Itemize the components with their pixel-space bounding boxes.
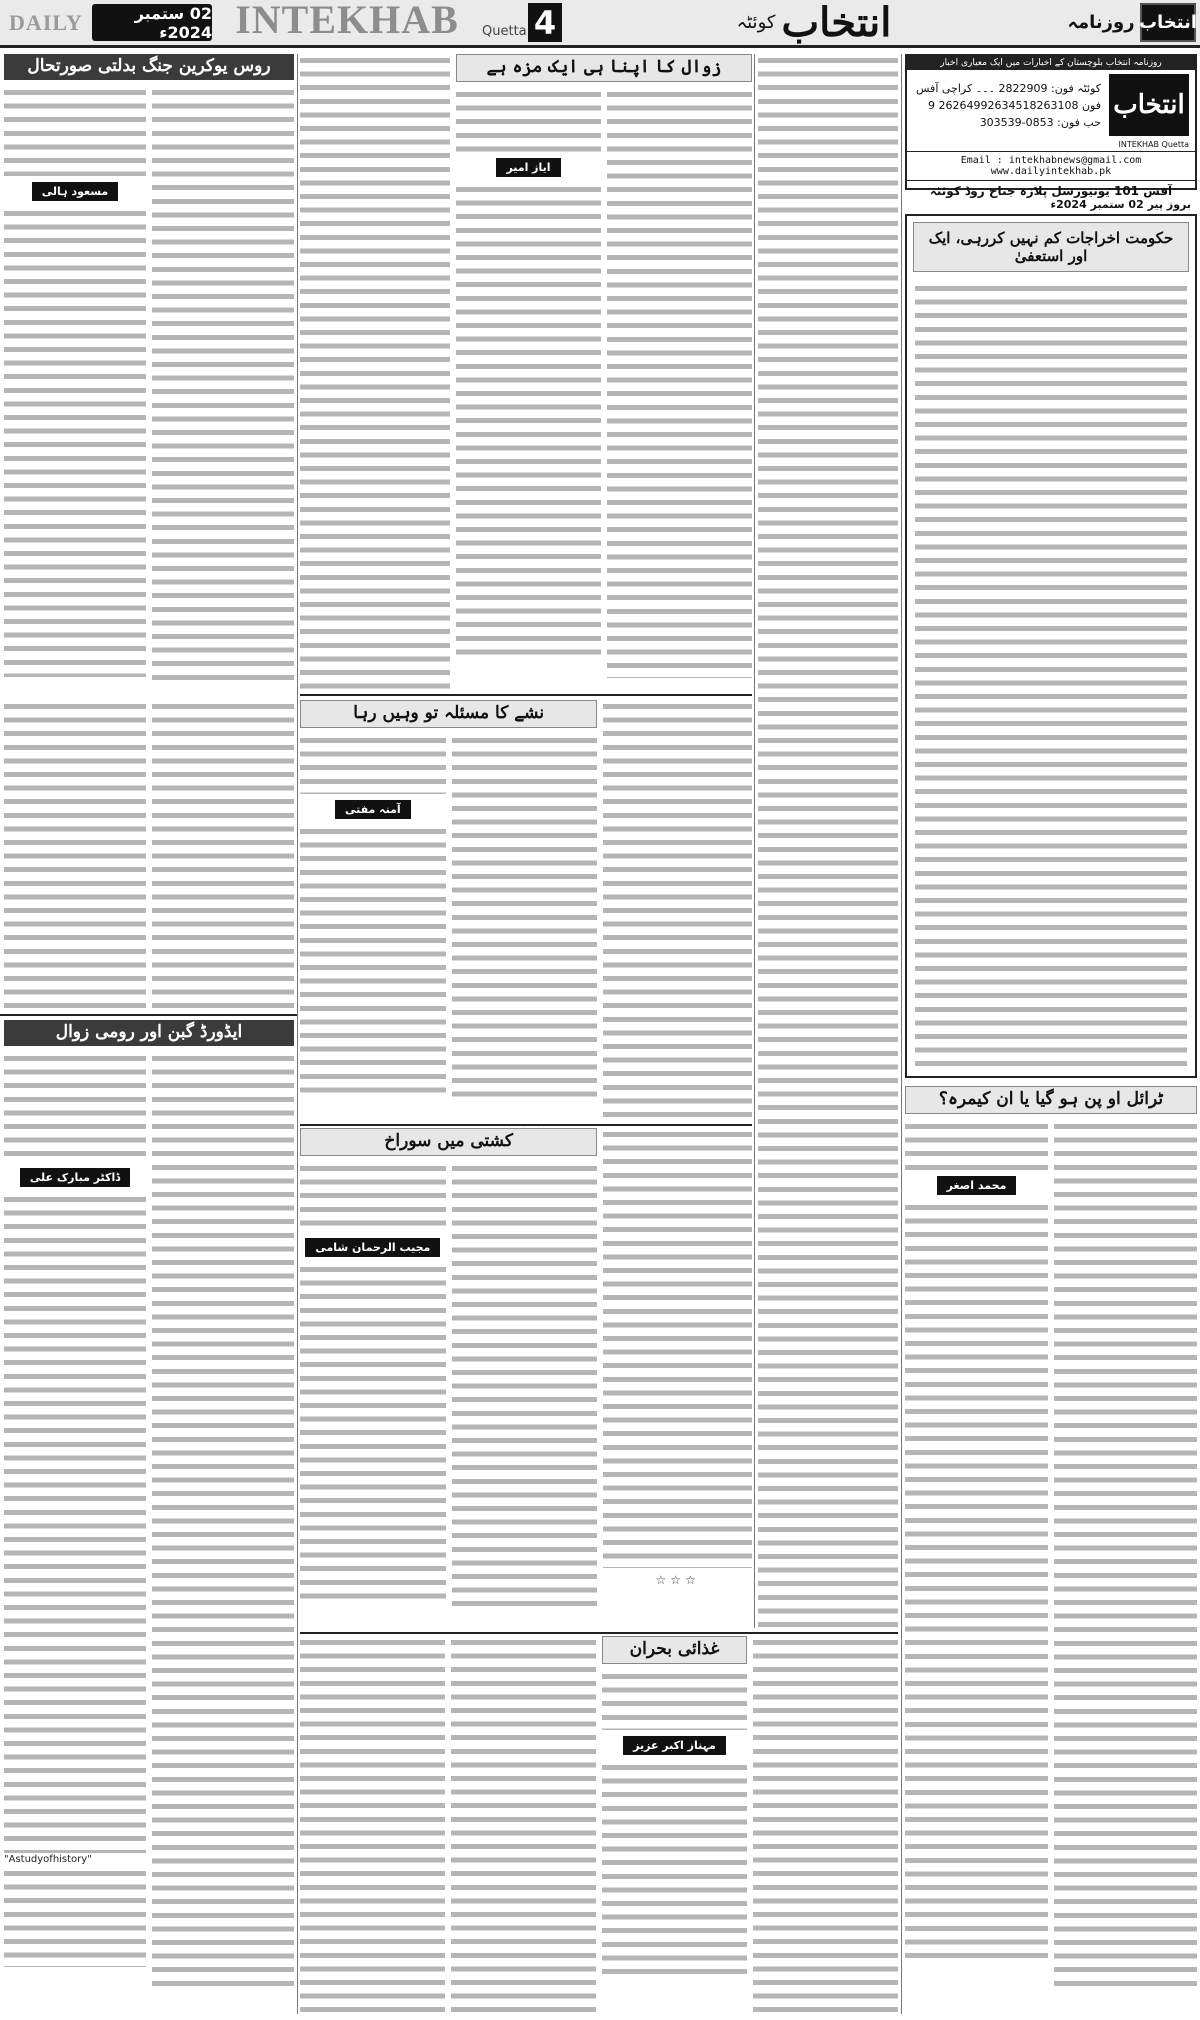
masthead-daily-label: DAILY xyxy=(9,9,83,35)
masthead-city-ur: کوئٹہ xyxy=(736,12,776,33)
divider xyxy=(300,694,752,696)
author-byline: محمد اصغر xyxy=(937,1176,1017,1196)
masthead-roznama: روزنامہ xyxy=(1067,12,1135,33)
text-block xyxy=(4,1052,146,1162)
masthead-date: 02 ستمبر 2024ء xyxy=(92,4,212,41)
text-block xyxy=(4,86,146,176)
editorial-date: بروز پیر 02 ستمبر 2024ء xyxy=(1050,198,1191,211)
separator-stars: ☆☆☆ xyxy=(655,1573,700,1587)
text-block xyxy=(603,700,752,1120)
text-block xyxy=(456,183,601,663)
article-trial-camera xyxy=(905,1086,1197,2014)
text-block xyxy=(4,207,146,677)
text-block xyxy=(152,700,294,1010)
text-block xyxy=(602,1670,747,1730)
info-city-phone: کوئٹہ فون: 2822909 ۔۔۔ کراچی آفس xyxy=(916,81,1101,95)
text-block xyxy=(603,1128,752,1568)
masthead-city-en: Quetta xyxy=(482,24,527,39)
headline-gibbon: ایڈورڈ گبن اور رومی زوال xyxy=(4,1020,294,1046)
article-boat-hole xyxy=(300,1128,752,1628)
text-block xyxy=(758,54,898,1628)
masthead-name-ur xyxy=(562,0,1066,45)
masthead-name-ur-text: انتخاب xyxy=(781,0,892,46)
headline-russia-ukraine: روس یوکرین جنگ بدلتی صورتحال xyxy=(4,54,294,80)
author-byline: آمنہ مفتی xyxy=(335,800,411,820)
divider xyxy=(297,54,298,2014)
text-block xyxy=(152,1052,294,1992)
text-block xyxy=(300,1162,446,1232)
text-block xyxy=(4,1867,146,1967)
headline-editorial: حکومت اخراجات کم نہیں کررہی، ایک اور استعفیٰ xyxy=(913,222,1189,272)
gibbon-reference: "Astudyofhistory" xyxy=(4,1854,92,1866)
masthead-name-en: INTEKHAB xyxy=(235,0,459,42)
divider xyxy=(300,1632,898,1634)
text-block xyxy=(300,54,450,694)
author-byline: مسعود ہالی xyxy=(32,182,118,202)
text-block xyxy=(4,700,146,1010)
headline-trial-camera: ٹرائل او پن ہو گیا یا ان کیمرہ؟ xyxy=(905,1086,1197,1114)
text-block xyxy=(452,734,598,1104)
info-logo: انتخاب xyxy=(1109,74,1189,136)
info-hub-phone: حب فون: 0853-303539 xyxy=(979,115,1101,129)
text-block xyxy=(300,1263,446,1603)
page-number: 4 xyxy=(528,3,562,42)
text-block xyxy=(905,1120,1048,1170)
article-russia-ukraine-cont xyxy=(4,700,294,1010)
article-decline-cont-left xyxy=(300,54,450,694)
article-russia-ukraine xyxy=(4,54,294,694)
text-block xyxy=(452,1162,598,1612)
info-address: آفس 101 یونیورسل پلازہ جناح روڈ کوئٹہ xyxy=(907,180,1195,201)
article-decline-fun xyxy=(456,54,752,694)
contact-info-panel xyxy=(905,54,1197,198)
article-gibbon xyxy=(4,1020,294,2014)
text-block xyxy=(4,1193,146,1853)
text-block xyxy=(1054,1120,1197,1990)
info-tagline: روزنامہ انتخاب بلوچستان کے اخبارات میں ایک معیاری اخبار xyxy=(907,56,1195,70)
text-block xyxy=(456,88,601,152)
text-block xyxy=(602,1761,747,1981)
article-drugs xyxy=(300,700,752,1120)
editorial-box xyxy=(905,214,1197,1078)
author-byline: ڈاکٹر مبارک علی xyxy=(20,1168,130,1188)
text-block xyxy=(905,1201,1048,1961)
text-block xyxy=(300,734,446,794)
masthead-logo: انتخاب xyxy=(1140,3,1196,42)
headline-food-crisis: غذائی بحران xyxy=(602,1636,747,1664)
article-column-right-mid xyxy=(758,54,898,1628)
info-row xyxy=(907,70,1195,140)
author-byline: ایاز امیر xyxy=(496,158,560,178)
article-food-crisis xyxy=(300,1636,898,2014)
author-byline: مہناز اکبر عزیز xyxy=(623,1736,726,1756)
divider xyxy=(754,54,755,1628)
text-block xyxy=(300,1636,445,2014)
text-block xyxy=(915,282,1187,1074)
divider xyxy=(0,1014,298,1016)
headline-boat-hole: کشتی میں سوراخ xyxy=(300,1128,597,1156)
info-phone-numbers: فون 26264992634518263108 9 xyxy=(928,98,1101,112)
text-block xyxy=(152,86,294,686)
headline-drugs: نشے کا مسئلہ تو وہیں رہا xyxy=(300,700,597,728)
info-email: Email : intekhabnews@gmail.com www.dailyintekhab.pk xyxy=(907,151,1195,180)
headline-decline-fun: زوال کا اپنا ہی ایک مزہ ہے xyxy=(456,54,752,82)
text-block xyxy=(451,1636,596,2014)
text-block xyxy=(753,1636,898,2014)
divider xyxy=(300,1124,752,1126)
info-logo-caption: INTEKHAB Quetta xyxy=(1118,140,1189,149)
text-block xyxy=(607,88,752,678)
divider xyxy=(901,54,902,2014)
masthead xyxy=(0,0,1200,48)
author-byline: مجیب الرحمان شامی xyxy=(305,1238,440,1258)
text-block xyxy=(300,825,446,1095)
